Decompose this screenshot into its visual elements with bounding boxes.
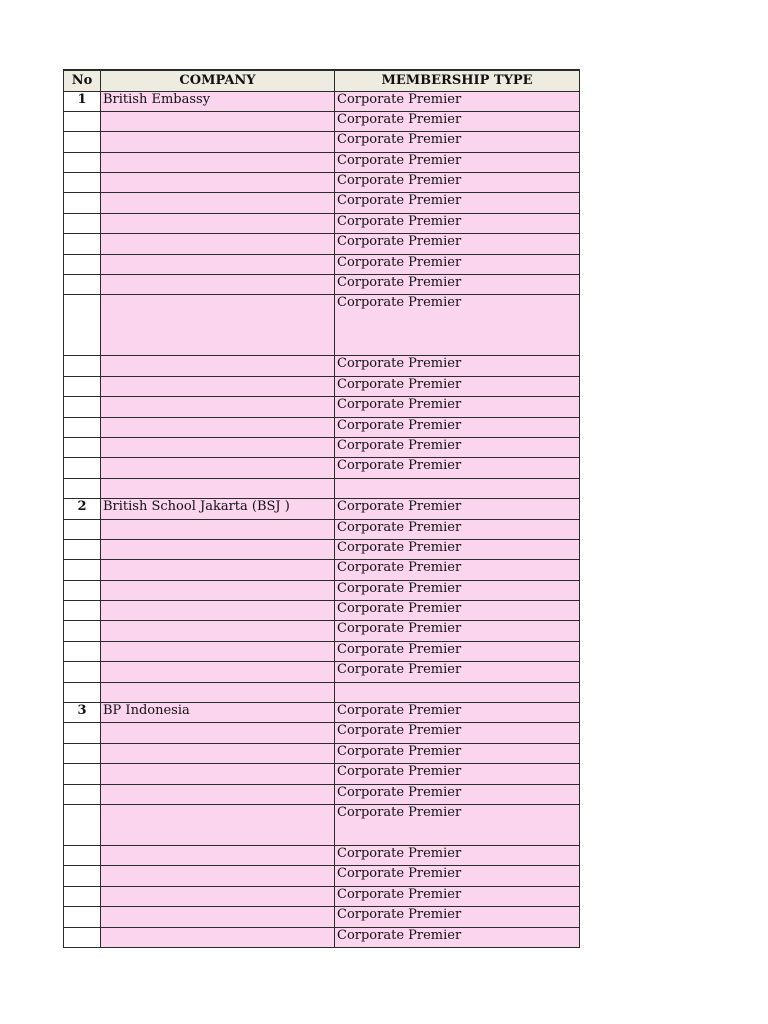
table-row [64, 356, 580, 376]
table-row [64, 560, 580, 580]
membership-type-cell: Corporate Premier [335, 743, 580, 763]
table-row [64, 764, 580, 784]
company-cell [101, 132, 335, 152]
membership-type-cell: Corporate Premier [335, 356, 580, 376]
row-number-cell [64, 437, 101, 457]
table-row [64, 213, 580, 233]
company-cell [101, 621, 335, 641]
membership-type-cell: Corporate Premier [335, 580, 580, 600]
membership-type-cell: Corporate Premier [335, 601, 580, 621]
row-number-cell: 1 [64, 91, 101, 111]
company-cell [101, 458, 335, 478]
membership-type-cell: Corporate Premier [335, 91, 580, 111]
membership-type-cell: Corporate Premier [335, 213, 580, 233]
row-number-cell [64, 601, 101, 621]
table-row [64, 703, 580, 723]
table-row [64, 397, 580, 417]
table-row [64, 417, 580, 437]
company-cell [101, 846, 335, 866]
row-number-cell [64, 641, 101, 661]
company-cell [101, 193, 335, 213]
company-cell [101, 254, 335, 274]
row-number-cell [64, 132, 101, 152]
row-number-cell [64, 519, 101, 539]
table-row [64, 641, 580, 661]
company-cell [101, 397, 335, 417]
membership-type-cell: Corporate Premier [335, 907, 580, 927]
company-cell: BP Indonesia [101, 703, 335, 723]
header-row [64, 70, 580, 91]
company-cell [101, 907, 335, 927]
row-number-cell [64, 784, 101, 804]
table-row [64, 376, 580, 396]
table-row [64, 111, 580, 131]
table-row [64, 275, 580, 295]
row-number-cell [64, 376, 101, 396]
company-cell [101, 723, 335, 743]
row-number-cell [64, 580, 101, 600]
header-no: No [64, 70, 101, 91]
header-membership-type: MEMBERSHIP TYPE [335, 70, 580, 91]
table-row [64, 478, 580, 498]
table-row [64, 437, 580, 457]
row-number-cell [64, 560, 101, 580]
table-row [64, 846, 580, 866]
membership-type-cell: Corporate Premier [335, 254, 580, 274]
table-row [64, 193, 580, 213]
row-number-cell [64, 539, 101, 559]
membership-type-cell: Corporate Premier [335, 805, 580, 846]
company-cell [101, 580, 335, 600]
membership-type-cell: Corporate Premier [335, 641, 580, 661]
company-cell: British Embassy [101, 91, 335, 111]
membership-type-cell: Corporate Premier [335, 173, 580, 193]
membership-type-cell: Corporate Premier [335, 295, 580, 356]
membership-type-cell: Corporate Premier [335, 866, 580, 886]
company-cell: British School Jakarta (BSJ ) [101, 499, 335, 519]
table-row [64, 886, 580, 906]
row-number-cell: 3 [64, 703, 101, 723]
company-cell [101, 234, 335, 254]
company-cell [101, 356, 335, 376]
header-company: COMPANY [101, 70, 335, 91]
membership-type-cell: Corporate Premier [335, 703, 580, 723]
company-cell [101, 519, 335, 539]
table-row [64, 907, 580, 927]
row-number-cell [64, 173, 101, 193]
membership-type-cell: Corporate Premier [335, 132, 580, 152]
membership-type-cell: Corporate Premier [335, 784, 580, 804]
company-cell [101, 764, 335, 784]
row-number-cell [64, 397, 101, 417]
table-row [64, 295, 580, 356]
row-number-cell [64, 682, 101, 702]
membership-type-cell [335, 478, 580, 498]
membership-type-cell: Corporate Premier [335, 519, 580, 539]
table-row [64, 152, 580, 172]
membership-table [63, 69, 580, 948]
membership-type-cell: Corporate Premier [335, 662, 580, 682]
row-number-cell [64, 743, 101, 763]
membership-type-cell: Corporate Premier [335, 193, 580, 213]
row-number-cell [64, 621, 101, 641]
membership-type-cell: Corporate Premier [335, 886, 580, 906]
company-cell [101, 886, 335, 906]
row-number-cell [64, 723, 101, 743]
company-cell [101, 213, 335, 233]
membership-type-cell: Corporate Premier [335, 846, 580, 866]
table-row [64, 254, 580, 274]
membership-type-cell: Corporate Premier [335, 275, 580, 295]
row-number-cell [64, 662, 101, 682]
membership-type-cell: Corporate Premier [335, 437, 580, 457]
company-cell [101, 784, 335, 804]
membership-type-cell: Corporate Premier [335, 376, 580, 396]
company-cell [101, 662, 335, 682]
row-number-cell [64, 356, 101, 376]
membership-type-cell: Corporate Premier [335, 152, 580, 172]
membership-type-cell: Corporate Premier [335, 397, 580, 417]
table-row [64, 580, 580, 600]
company-cell [101, 601, 335, 621]
membership-type-cell: Corporate Premier [335, 539, 580, 559]
row-number-cell [64, 254, 101, 274]
row-number-cell [64, 295, 101, 356]
table-row [64, 682, 580, 702]
membership-type-cell: Corporate Premier [335, 458, 580, 478]
table-row [64, 173, 580, 193]
membership-type-cell: Corporate Premier [335, 234, 580, 254]
company-cell [101, 539, 335, 559]
row-number-cell [64, 805, 101, 846]
table-row [64, 132, 580, 152]
row-number-cell [64, 907, 101, 927]
row-number-cell [64, 458, 101, 478]
row-number-cell [64, 846, 101, 866]
company-cell [101, 743, 335, 763]
row-number-cell [64, 886, 101, 906]
table-row [64, 784, 580, 804]
table-row [64, 499, 580, 519]
row-number-cell [64, 417, 101, 437]
table-row [64, 91, 580, 111]
row-number-cell [64, 478, 101, 498]
row-number-cell [64, 213, 101, 233]
table-row [64, 539, 580, 559]
membership-type-cell: Corporate Premier [335, 560, 580, 580]
table-row [64, 601, 580, 621]
table-row [64, 723, 580, 743]
company-cell [101, 111, 335, 131]
table-row [64, 866, 580, 886]
company-cell [101, 376, 335, 396]
company-cell [101, 682, 335, 702]
table-row [64, 743, 580, 763]
membership-type-cell: Corporate Premier [335, 499, 580, 519]
table-row [64, 662, 580, 682]
table-row [64, 458, 580, 478]
company-cell [101, 560, 335, 580]
row-number-cell [64, 764, 101, 784]
company-cell [101, 927, 335, 947]
row-number-cell: 2 [64, 499, 101, 519]
row-number-cell [64, 111, 101, 131]
membership-type-cell: Corporate Premier [335, 621, 580, 641]
membership-type-cell [335, 682, 580, 702]
row-number-cell [64, 275, 101, 295]
table-row [64, 519, 580, 539]
membership-type-cell: Corporate Premier [335, 111, 580, 131]
table-row [64, 927, 580, 947]
company-cell [101, 805, 335, 846]
row-number-cell [64, 193, 101, 213]
membership-type-cell: Corporate Premier [335, 723, 580, 743]
membership-type-cell: Corporate Premier [335, 927, 580, 947]
row-number-cell [64, 152, 101, 172]
table-row [64, 234, 580, 254]
membership-type-cell: Corporate Premier [335, 417, 580, 437]
row-number-cell [64, 234, 101, 254]
company-cell [101, 866, 335, 886]
company-cell [101, 275, 335, 295]
table-row [64, 621, 580, 641]
company-cell [101, 478, 335, 498]
company-cell [101, 152, 335, 172]
row-number-cell [64, 866, 101, 886]
company-cell [101, 173, 335, 193]
company-cell [101, 295, 335, 356]
row-number-cell [64, 927, 101, 947]
table-row [64, 805, 580, 846]
company-cell [101, 417, 335, 437]
company-cell [101, 641, 335, 661]
company-cell [101, 437, 335, 457]
membership-type-cell: Corporate Premier [335, 764, 580, 784]
table-body [64, 91, 580, 947]
